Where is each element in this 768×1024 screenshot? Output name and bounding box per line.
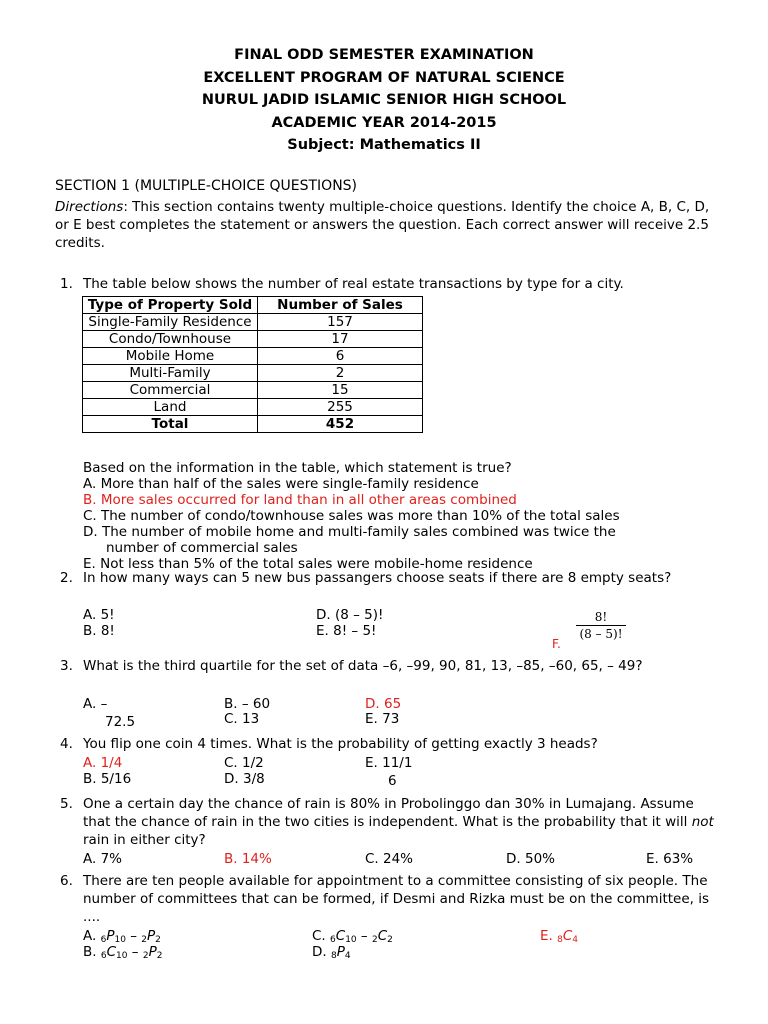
option-b[interactable]: B. More sales occurred for land than in all other areas combined: [83, 492, 517, 508]
option-a[interactable]: A. 7%: [83, 851, 122, 867]
table-row: [83, 348, 423, 365]
table-cell: 157: [258, 314, 423, 331]
option-d[interactable]: D. The number of mobile home and multi-family sales combined was twice the: [83, 524, 616, 540]
table-cell: 17: [258, 331, 423, 348]
emphasis-not: not: [691, 814, 714, 830]
transactions-table: [82, 296, 423, 433]
subscript: 4: [344, 951, 351, 961]
option-b[interactable]: B. 14%: [224, 851, 272, 867]
table-row: [83, 314, 423, 331]
subscript: 2: [141, 935, 148, 945]
option-b[interactable]: B. 8!: [83, 623, 115, 639]
fraction-numerator: 8!: [594, 610, 608, 624]
table-row: [83, 382, 423, 399]
option-label: A.: [83, 928, 97, 944]
question-text: The table below shows the number of real estate transactions by type for a city.: [83, 276, 624, 292]
option-d-continued: number of commercial sales: [106, 540, 298, 556]
question-number: 3.: [60, 658, 73, 674]
table-cell: Single-Family Residence: [83, 314, 258, 331]
table-row: [83, 365, 423, 382]
option-f[interactable]: F.: [552, 637, 561, 651]
subscript: 2: [155, 935, 161, 945]
subscript: 8: [557, 935, 563, 945]
table-row: [83, 331, 423, 348]
subscript: 8: [330, 951, 337, 961]
perm-symbol: P: [336, 944, 345, 960]
minus-sign: –: [127, 944, 143, 960]
subscript: 2: [142, 951, 149, 961]
comb-symbol: C: [335, 928, 346, 944]
table-cell: Condo/Townhouse: [83, 331, 258, 348]
table-cell: Commercial: [83, 382, 258, 399]
question-text: In how many ways can 5 new bus passangers choose seats if there are 8 empty seats?: [83, 570, 672, 586]
table-cell: Total: [83, 416, 258, 433]
option-b[interactable]: [83, 944, 162, 965]
question-text-part2: rain in either city?: [83, 832, 206, 848]
option-b[interactable]: B. 5/16: [83, 771, 132, 787]
question-1: [60, 276, 720, 293]
question-prompt: Based on the information in the table, which statement is true?: [83, 460, 512, 476]
question-1-options: [83, 460, 723, 572]
exam-header: [0, 44, 768, 157]
question-4: [60, 736, 720, 753]
header-program: EXCELLENT PROGRAM OF NATURAL SCIENCE: [203, 69, 565, 86]
question-number: 5.: [60, 796, 73, 812]
option-a[interactable]: A. More than half of the sales were single-family residence: [83, 476, 479, 492]
question-number: 6.: [60, 873, 73, 889]
option-e[interactable]: E. 63%: [646, 851, 694, 867]
table-cell: 15: [258, 382, 423, 399]
question-6: [60, 872, 720, 926]
option-d[interactable]: D. 3/8: [224, 771, 265, 787]
table-cell: 255: [258, 399, 423, 416]
question-number: 4.: [60, 736, 73, 752]
question-text: [83, 795, 720, 849]
comb-symbol: C: [377, 928, 388, 944]
subscript: 2: [156, 951, 163, 961]
question-3: [60, 658, 720, 675]
subscript: 6: [100, 935, 107, 945]
question-text: You flip one coin 4 times. What is the probability of getting exactly 3 heads?: [83, 736, 598, 752]
option-e[interactable]: E. 8! – 5!: [316, 623, 377, 639]
minus-sign: –: [356, 928, 372, 944]
option-d[interactable]: D. 50%: [506, 851, 555, 867]
directions-text: : This section contains twenty multiple-choice questions. Identify the choice A, B, C, D, or E best completes the statement or answers the question. Each correct answer will receive 2.5 credits.: [55, 199, 710, 251]
option-a-continued: 72.5: [105, 714, 136, 730]
question-number: 1.: [60, 276, 73, 292]
perm-symbol: P: [148, 944, 157, 960]
header-year: ACADEMIC YEAR 2014-2015: [271, 114, 497, 131]
question-2: [60, 570, 720, 587]
option-label: D.: [312, 944, 327, 960]
subscript: 10: [116, 951, 128, 961]
table-cell: 452: [258, 416, 423, 433]
comb-symbol: C: [106, 944, 117, 960]
table-cell: Mobile Home: [83, 348, 258, 365]
option-e[interactable]: E. 11/1: [365, 755, 413, 771]
question-number: 2.: [60, 570, 73, 586]
header-title: FINAL ODD SEMESTER EXAMINATION: [234, 47, 534, 63]
table-cell: 6: [258, 348, 423, 365]
subscript: 2: [387, 935, 393, 945]
option-e[interactable]: E. Not less than 5% of the total sales were mobile-home residence: [83, 556, 533, 572]
table-cell: Land: [83, 399, 258, 416]
option-label: B.: [83, 944, 97, 960]
table-row: [83, 399, 423, 416]
option-c[interactable]: C. The number of condo/townhouse sales was more than 10% of the total sales: [83, 508, 620, 524]
option-c[interactable]: C. 1/2: [224, 755, 264, 771]
header-subject: Subject: Mathematics II: [287, 137, 481, 153]
header-school: NURUL JADID ISLAMIC SENIOR HIGH SCHOOL: [201, 92, 567, 108]
table-header: Number of Sales: [258, 297, 423, 314]
option-b[interactable]: B. – 60: [224, 696, 271, 712]
subscript: 4: [572, 935, 579, 945]
subscript: 2: [371, 935, 378, 945]
perm-symbol: P: [147, 928, 156, 944]
option-c[interactable]: C. 24%: [365, 851, 414, 867]
factorial-fraction: [576, 610, 626, 641]
table-header: Type of Property Sold: [83, 297, 258, 314]
directions: [55, 198, 715, 252]
comb-symbol: C: [562, 928, 573, 944]
option-d[interactable]: D. 65: [365, 696, 402, 712]
option-a[interactable]: A. –: [83, 696, 108, 712]
option-c[interactable]: C. 13: [224, 711, 260, 727]
directions-label: Directions: [55, 199, 124, 215]
option-d[interactable]: D. (8 – 5)!: [316, 607, 384, 623]
question-5: [60, 795, 720, 849]
option-a[interactable]: A. 1/4: [83, 755, 123, 771]
option-e-continued: 6: [388, 773, 397, 789]
fraction-bar: [576, 625, 626, 626]
subscript: 6: [100, 951, 107, 961]
table-header-row: [83, 297, 423, 314]
minus-sign: –: [125, 928, 142, 944]
question-text-part1: One a certain day the chance of rain is 80% in Probolinggo dan 30% in Lumajang. Assume that the chance of rain in the two cities is independent. What is the probability that it will: [83, 796, 694, 830]
perm-symbol: P: [106, 928, 115, 944]
option-e[interactable]: E. 73: [365, 711, 400, 727]
question-text: There are ten people available for appointment to a committee consisting of six people. The number of committees that can be formed, if Desmi and Rizka must be on the committee, is ....: [83, 873, 710, 925]
table-cell: 2: [258, 365, 423, 382]
question-text: What is the third quartile for the set of data –6, –99, 90, 81, 13, –85, –60, 65, – 49?: [83, 658, 643, 674]
subscript: 10: [114, 935, 126, 945]
option-a[interactable]: A. 5!: [83, 607, 115, 623]
fraction-denominator: (8 – 5)!: [579, 627, 623, 641]
section-title: SECTION 1 (MULTIPLE-CHOICE QUESTIONS): [55, 178, 358, 194]
table-total-row: [83, 416, 423, 433]
option-e[interactable]: [540, 928, 578, 949]
option-label: E.: [540, 928, 553, 944]
option-label: C.: [312, 928, 326, 944]
subscript: 6: [330, 935, 336, 945]
table-cell: Multi-Family: [83, 365, 258, 382]
subscript: 10: [345, 935, 357, 945]
option-d[interactable]: [312, 944, 351, 965]
